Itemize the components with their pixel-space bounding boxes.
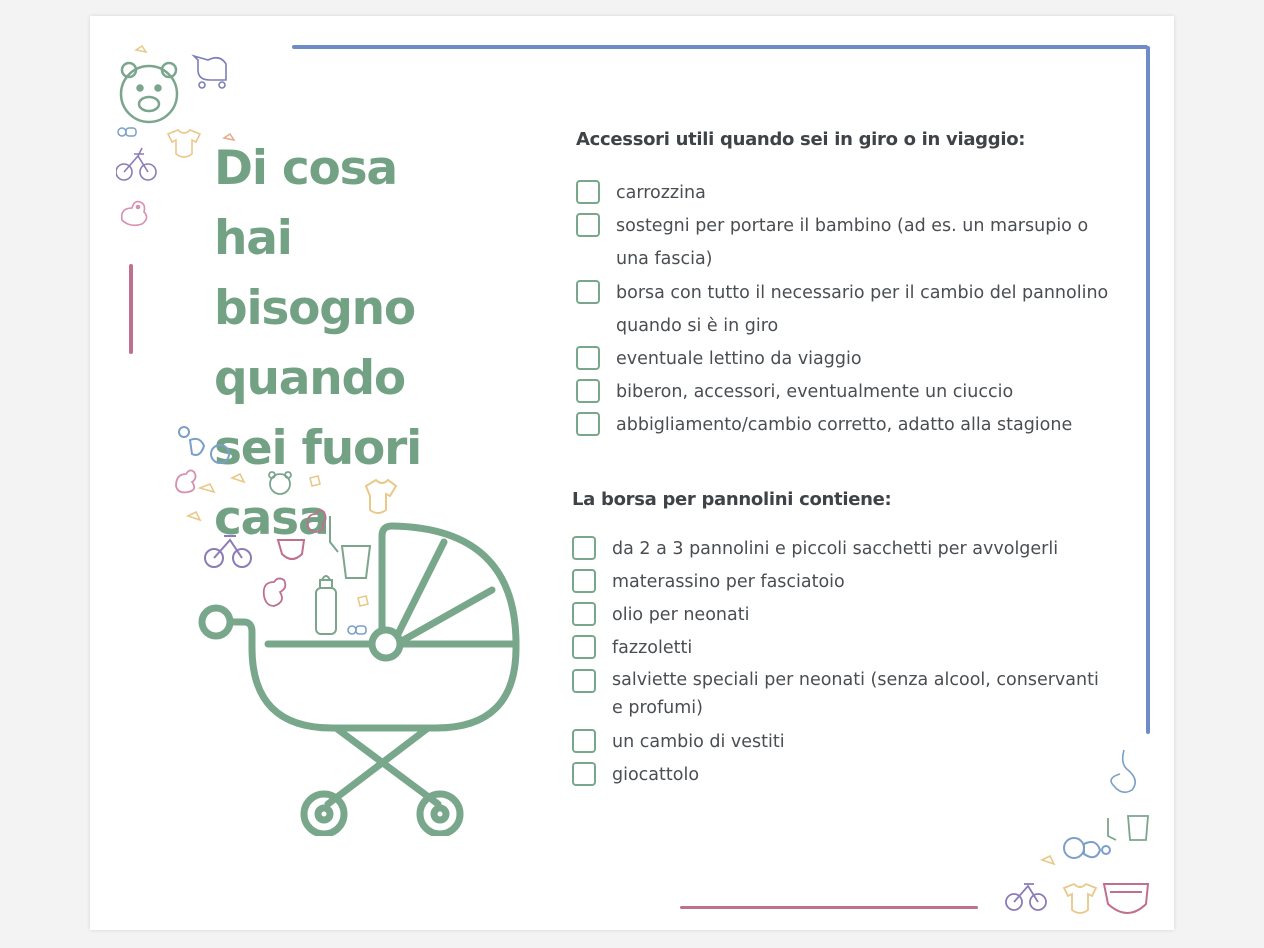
checkbox-icon[interactable] [572, 729, 596, 753]
small-shape-icon [188, 512, 200, 520]
tricycle-icon [116, 148, 156, 180]
checklist-item[interactable] [576, 376, 1136, 409]
pacifier-icon [118, 128, 136, 136]
checklist-item[interactable] [576, 177, 1136, 210]
bib-icon [1111, 750, 1135, 792]
checkbox-icon[interactable] [576, 346, 600, 370]
checklist-item[interactable] [576, 409, 1136, 442]
rubber-duck-icon [264, 578, 286, 606]
frame-top-stroke [292, 45, 1148, 49]
checklist-item-label: sostegni per portare il bambino (ad es. un marsupio o una fascia) [616, 216, 1089, 269]
checklist-item[interactable] [572, 599, 1132, 632]
checklist-item-label: da 2 a 3 pannolini e piccoli sacchetti per avvolgerli [612, 539, 1059, 559]
checklist-item-label: biberon, accessori, eventualmente un ciuccio [616, 382, 1014, 402]
diaper-icon [1104, 884, 1148, 913]
small-shape-icon [232, 474, 244, 482]
checklist-item-label: salviette speciali per neonati (senza alcool, conservanti e profumi) [612, 670, 1099, 718]
checklist-item-label: materassino per fasciatoio [612, 572, 845, 592]
checkbox-icon[interactable] [572, 669, 596, 693]
teddy-bear-icon [269, 472, 291, 494]
checkbox-icon[interactable] [576, 213, 600, 237]
small-shape-icon [310, 476, 320, 486]
checkbox-icon[interactable] [576, 180, 600, 204]
checkbox-icon[interactable] [572, 762, 596, 786]
small-shape-icon [136, 46, 146, 52]
checklist-item[interactable] [572, 632, 1132, 665]
checklist-item[interactable] [572, 666, 1112, 722]
checklist-item[interactable] [572, 533, 1132, 566]
bodysuit-icon [1064, 884, 1096, 913]
checklist-item-label: un cambio di vestiti [612, 732, 785, 752]
checkbox-icon[interactable] [572, 602, 596, 626]
small-shape-icon [358, 596, 368, 606]
sand-bucket-icon [330, 516, 370, 578]
checkbox-icon[interactable] [576, 379, 600, 403]
baby-bottle-icon [316, 576, 336, 634]
tricycle-icon [205, 536, 251, 567]
stroller-icon [194, 56, 226, 88]
checklist-item[interactable] [576, 343, 1136, 376]
pacifier-icon [1064, 838, 1110, 858]
checklist-item-label: abbigliamento/cambio corretto, adatto alla stagione [616, 415, 1073, 435]
checklist-item-label: giocattolo [612, 765, 700, 785]
rubber-duck-icon [308, 510, 326, 532]
checklist-item[interactable] [572, 566, 1132, 599]
section-heading-diaper-bag: La borsa per pannolini contiene: [572, 489, 892, 510]
checklist-item[interactable] [576, 277, 1136, 343]
frame-bottom-stroke [680, 906, 978, 909]
page-title: Di cosa hai bisogno quando sei fuori casa [214, 141, 422, 546]
sand-bucket-icon [1108, 816, 1148, 840]
diaper-icon [278, 540, 304, 559]
checkbox-icon[interactable] [576, 280, 600, 304]
checklist-item-label: borsa con tutto il necessario per il cambio del pannolino quando si è in giro [616, 283, 1109, 336]
teddy-bear-icon [121, 63, 177, 122]
bodysuit-icon [168, 130, 200, 157]
checkbox-icon[interactable] [576, 412, 600, 436]
checklist-page [90, 16, 1174, 930]
bodysuit-icon [366, 480, 396, 513]
checklist-item-label: olio per neonati [612, 605, 750, 625]
rubber-duck-icon [122, 202, 147, 226]
stroller-icon [202, 526, 516, 834]
stroller-illustration [170, 416, 540, 836]
small-shape-icon [200, 484, 214, 492]
bottom-right-baby-icons [996, 744, 1156, 916]
checklist-item[interactable] [576, 210, 1121, 276]
rubber-duck-icon [176, 470, 196, 492]
frame-right-stroke [1146, 46, 1150, 734]
checklist-item-label: fazzoletti [612, 638, 693, 658]
checkbox-icon[interactable] [572, 536, 596, 560]
pacifier-icon [348, 626, 366, 634]
checklist-item-label: eventuale lettino da viaggio [616, 349, 862, 369]
checkbox-icon[interactable] [572, 635, 596, 659]
checklist-item-label: carrozzina [616, 183, 706, 203]
section-heading-travel: Accessori utili quando sei in giro o in viaggio: [576, 129, 1026, 150]
frame-left-stroke [129, 264, 133, 354]
pacifier-icon [179, 427, 229, 463]
checkbox-icon[interactable] [572, 569, 596, 593]
tricycle-icon [1006, 884, 1046, 910]
small-shape-icon [1042, 856, 1054, 864]
